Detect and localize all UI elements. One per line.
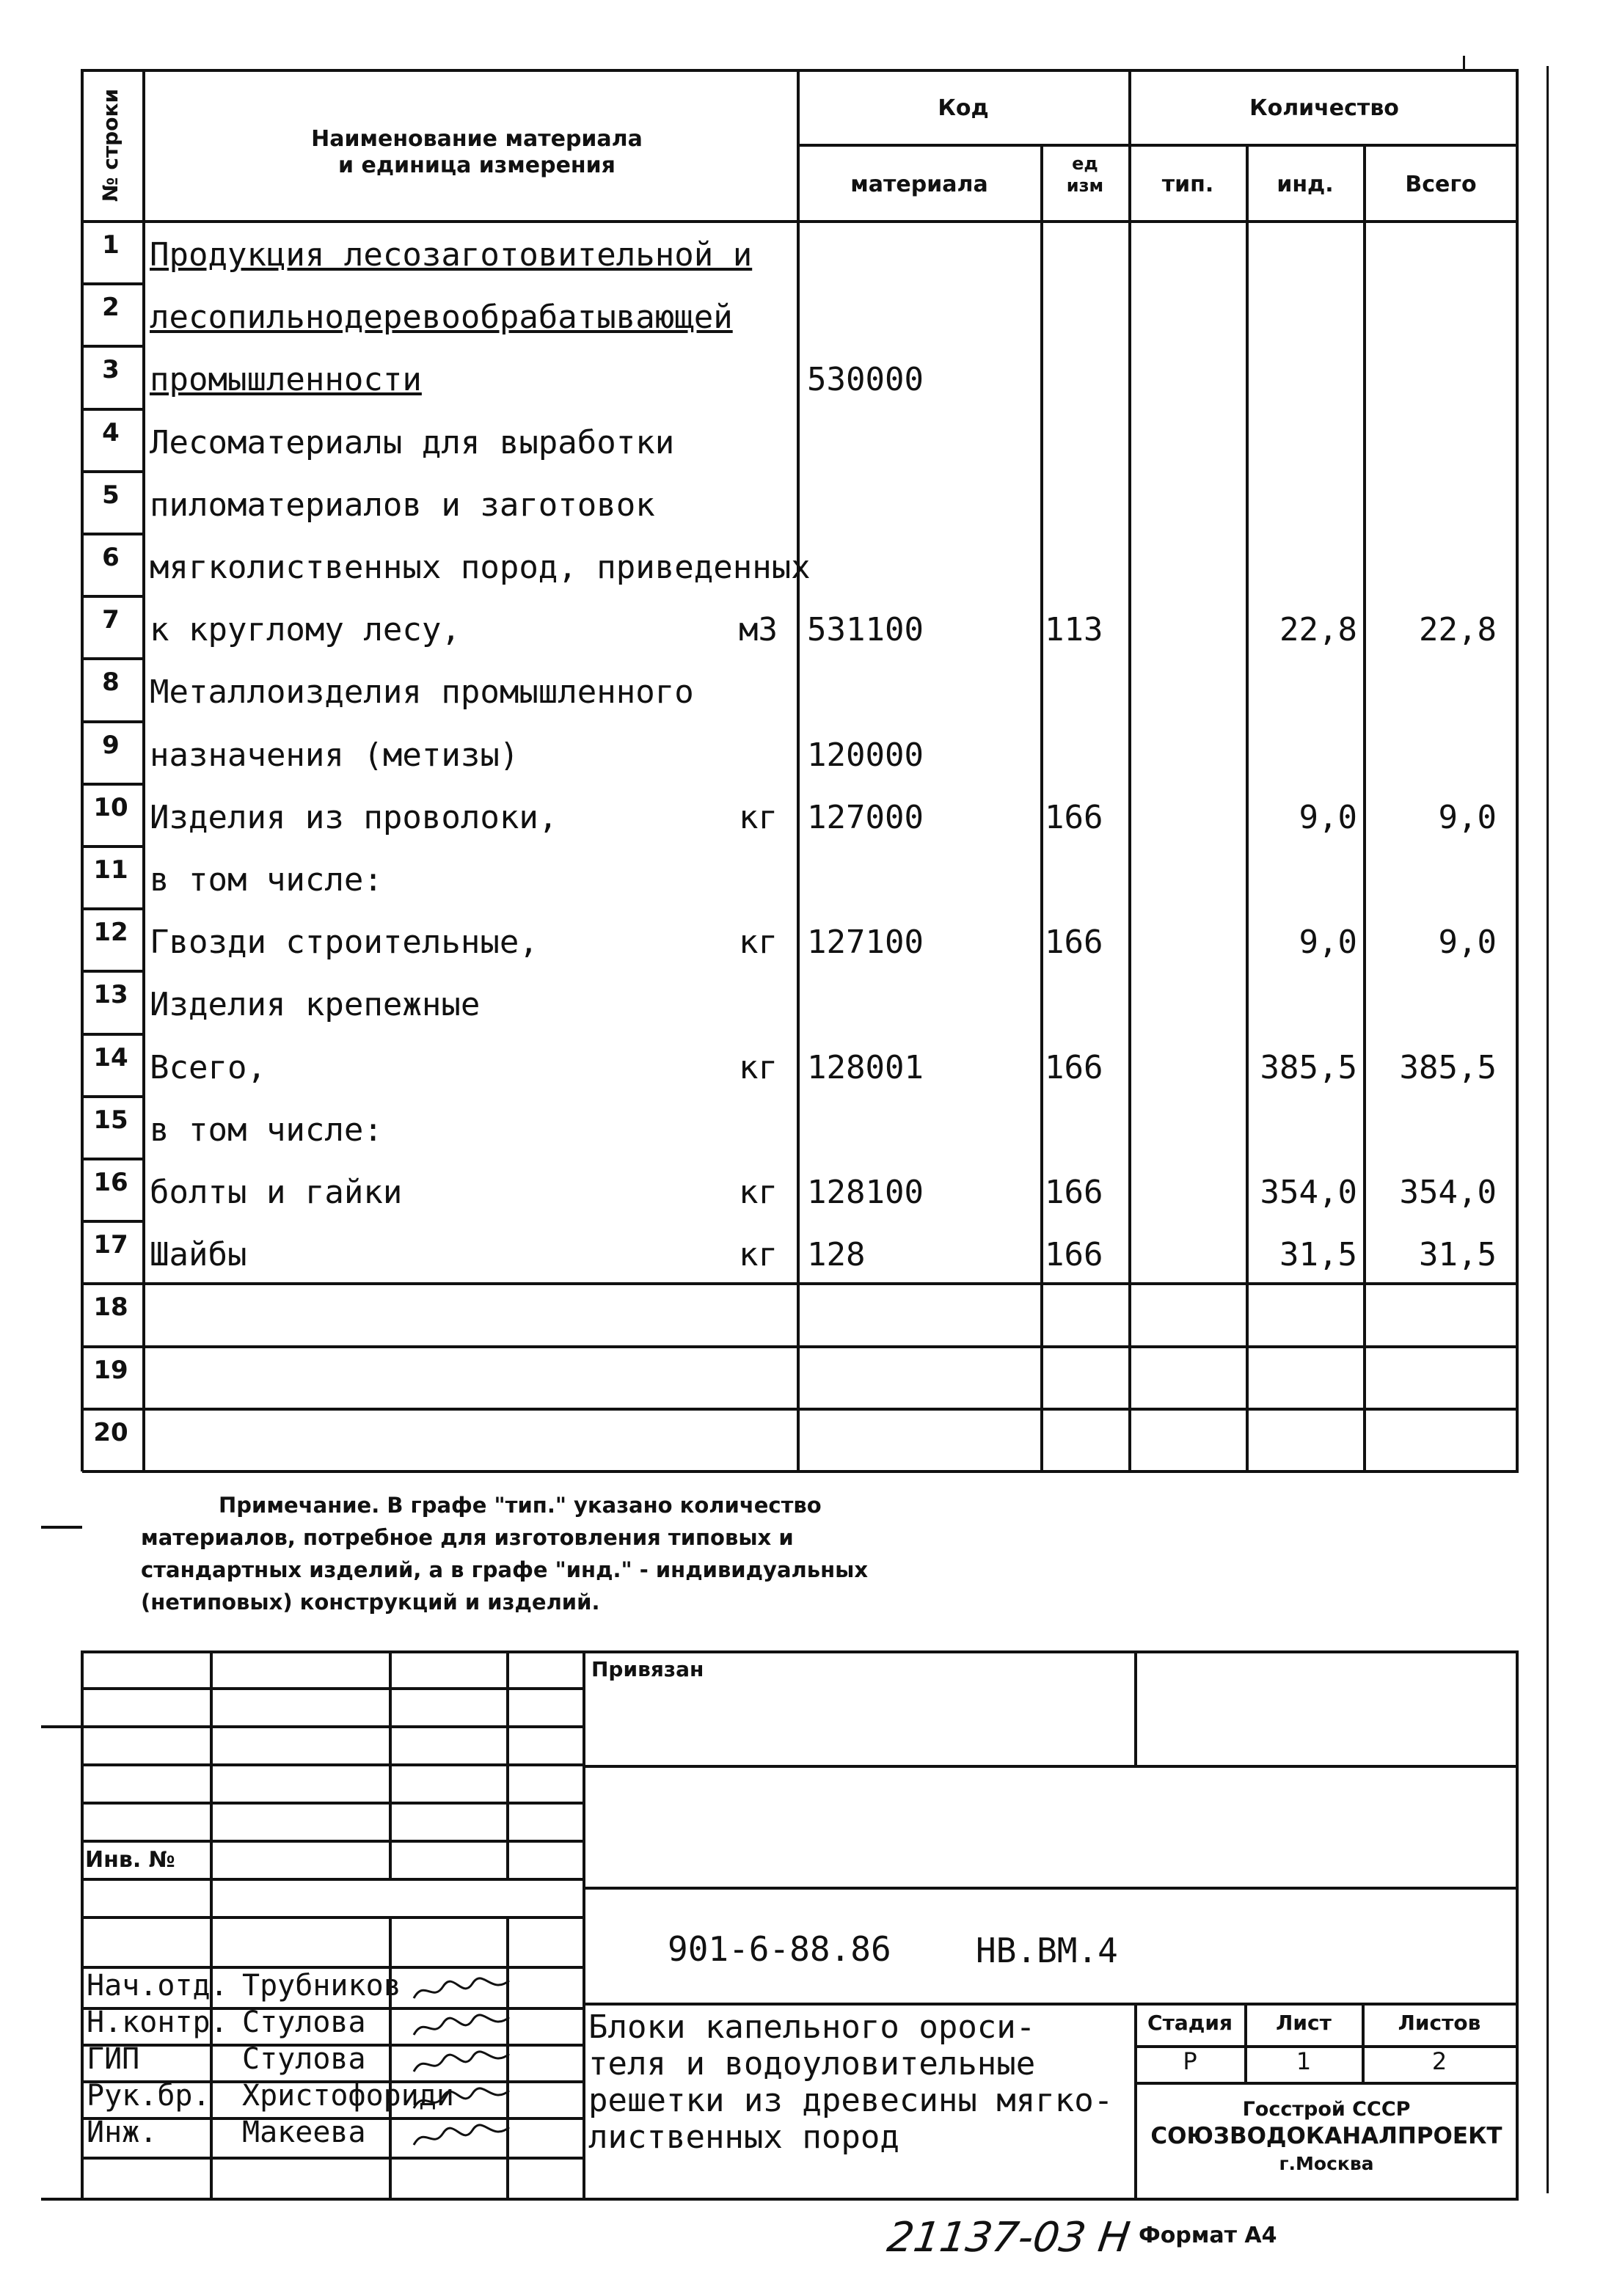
unit-code: 166 bbox=[1045, 924, 1103, 962]
row-number: 1 bbox=[102, 230, 120, 260]
privyazan-label: Привязан bbox=[591, 1657, 704, 1681]
signer-role: Инж. bbox=[87, 2116, 158, 2149]
archive-number: 21137-03 Н bbox=[884, 2214, 1133, 2262]
row-divider bbox=[82, 907, 144, 910]
row-number: 6 bbox=[102, 543, 120, 572]
unit-of-measure: м3 bbox=[739, 611, 778, 649]
material-code: 530000 bbox=[807, 361, 924, 399]
signature-scribble bbox=[411, 2083, 514, 2117]
qty-individual: 9,0 bbox=[1299, 798, 1357, 836]
row-number: 5 bbox=[102, 480, 120, 510]
note-line-4: (нетиповых) конструкций и изделий. bbox=[141, 1590, 600, 1615]
row-number: 13 bbox=[93, 980, 128, 1010]
row-divider bbox=[82, 1220, 144, 1223]
qty-total: 31,5 bbox=[1419, 1236, 1497, 1274]
stage-value: Р bbox=[1183, 2047, 1197, 2075]
row-divider bbox=[82, 345, 144, 348]
header-code: Код bbox=[938, 95, 989, 121]
row-number: 10 bbox=[93, 792, 128, 822]
header-row-number: № строки bbox=[98, 88, 123, 202]
row-number: 12 bbox=[93, 918, 128, 948]
title-line-3: решетки из древесины мягко- bbox=[588, 2082, 1114, 2119]
material-code: 120000 bbox=[807, 736, 924, 774]
row-divider bbox=[82, 1282, 1519, 1285]
header-code-unit: ед изм bbox=[1066, 153, 1104, 196]
document-code: 901-6-88.86 bbox=[668, 1929, 891, 1969]
row-divider bbox=[82, 1095, 144, 1098]
material-name: Металлоизделия промышленного bbox=[150, 673, 694, 712]
unit-code: 113 bbox=[1045, 611, 1103, 649]
material-name: мягколиственных пород, приведенных bbox=[150, 549, 811, 586]
material-name: Гвозди строительные, bbox=[150, 924, 538, 962]
row-divider bbox=[82, 1408, 1519, 1411]
signer-role: Рук.бр. bbox=[87, 2079, 211, 2113]
signature-scribble bbox=[411, 2120, 514, 2154]
note-line-3: стандартных изделий, а в графе "инд." - индивидуальных bbox=[141, 1557, 869, 1582]
row-number: 7 bbox=[102, 605, 120, 635]
stage-label: Стадия bbox=[1147, 2011, 1233, 2035]
row-divider bbox=[82, 783, 144, 786]
row-divider bbox=[82, 1033, 144, 1036]
signature-scribble bbox=[411, 2047, 514, 2080]
qty-individual: 22,8 bbox=[1279, 611, 1357, 649]
org-line-2: СОЮЗВОДОКАНАЛПРОЕКТ bbox=[1150, 2123, 1502, 2149]
material-name: пиломатериалов и заготовок bbox=[150, 486, 655, 524]
unit-code: 166 bbox=[1045, 1174, 1103, 1211]
row-divider bbox=[82, 970, 144, 973]
header-material-name: Наименование материала и единица измерения bbox=[311, 126, 643, 178]
qty-total: 9,0 bbox=[1438, 798, 1497, 836]
row-number: 14 bbox=[93, 1042, 128, 1072]
title-line-1: Блоки капельного ороси- bbox=[588, 2008, 1036, 2046]
signature-scribble bbox=[411, 1973, 514, 2007]
signer-name: Стулова bbox=[242, 2042, 366, 2076]
row-number: 16 bbox=[93, 1168, 128, 1197]
material-name: Изделия из проволоки, bbox=[150, 798, 558, 836]
unit-of-measure: кг bbox=[739, 924, 778, 962]
qty-total: 22,8 bbox=[1419, 611, 1497, 649]
row-number: 11 bbox=[93, 855, 128, 885]
header-quantity: Количество bbox=[1249, 95, 1399, 121]
row-divider bbox=[82, 720, 144, 723]
org-line-1: Госстрой СССР bbox=[1242, 2098, 1411, 2121]
sheets-label: Листов bbox=[1398, 2011, 1481, 2035]
material-name: промышленности bbox=[150, 361, 422, 399]
qty-individual: 9,0 bbox=[1299, 924, 1357, 962]
row-divider bbox=[82, 845, 144, 848]
material-code: 128100 bbox=[807, 1174, 924, 1211]
unit-of-measure: кг bbox=[739, 798, 778, 836]
row-number: 15 bbox=[93, 1105, 128, 1135]
signer-name: Макеева bbox=[242, 2116, 366, 2149]
unit-code: 166 bbox=[1045, 798, 1103, 836]
row-number: 8 bbox=[102, 668, 120, 698]
inventory-number-label: Инв. № bbox=[85, 1847, 175, 1873]
title-line-2: теля и водоуловительные bbox=[588, 2045, 1036, 2083]
row-number: 9 bbox=[102, 730, 120, 760]
signature-scribble bbox=[411, 2010, 514, 2044]
header-qty-ind: инд. bbox=[1277, 172, 1334, 197]
signer-role: Н.контр. bbox=[87, 2006, 228, 2039]
signer-name: Стулова bbox=[242, 2006, 366, 2039]
material-name: Лесоматериалы для выработки bbox=[150, 423, 675, 461]
sheet-label: Лист bbox=[1276, 2011, 1332, 2035]
material-name: Продукция лесозаготовительной и bbox=[150, 236, 753, 274]
unit-of-measure: кг bbox=[739, 1236, 778, 1274]
material-code: 128 bbox=[807, 1236, 866, 1274]
header-qty-type: тип. bbox=[1161, 172, 1214, 197]
material-name: Шайбы bbox=[150, 1236, 247, 1274]
unit-code: 166 bbox=[1045, 1236, 1103, 1274]
material-name: болты и гайки bbox=[150, 1174, 403, 1211]
row-divider bbox=[82, 533, 144, 535]
material-code: 127000 bbox=[807, 798, 924, 836]
qty-individual: 354,0 bbox=[1260, 1174, 1357, 1211]
row-number: 4 bbox=[102, 417, 120, 447]
row-divider bbox=[82, 1470, 1519, 1473]
row-divider bbox=[82, 1158, 144, 1160]
material-code: 531100 bbox=[807, 611, 924, 649]
unit-of-measure: кг bbox=[739, 1048, 778, 1086]
row-number: 17 bbox=[93, 1230, 128, 1260]
material-name: в том числе: bbox=[150, 861, 383, 899]
note-line-1: Примечание. В графе "тип." указано количество bbox=[219, 1493, 822, 1518]
title-line-4: лиственных пород bbox=[588, 2118, 899, 2156]
row-divider bbox=[82, 657, 144, 660]
format-label: Формат А4 bbox=[1139, 2223, 1277, 2248]
sheet-value: 1 bbox=[1296, 2047, 1312, 2075]
signer-role: ГИП bbox=[87, 2042, 140, 2076]
row-divider bbox=[82, 595, 144, 598]
unit-of-measure: кг bbox=[739, 1174, 778, 1211]
material-name: лесопильнодеревообрабатывающей bbox=[150, 299, 733, 337]
material-name: Всего, bbox=[150, 1048, 266, 1086]
qty-individual: 385,5 bbox=[1260, 1048, 1357, 1086]
note-line-2: материалов, потребное для изготовления типовых и bbox=[141, 1525, 794, 1550]
row-number: 19 bbox=[93, 1355, 128, 1385]
sheets-value: 2 bbox=[1431, 2047, 1447, 2075]
signer-name: Христофориди bbox=[242, 2079, 454, 2113]
signer-role: Нач.отд. bbox=[87, 1969, 228, 2003]
row-number: 18 bbox=[93, 1293, 128, 1323]
material-name: в том числе: bbox=[150, 1111, 383, 1149]
row-number: 20 bbox=[93, 1417, 128, 1447]
qty-total: 9,0 bbox=[1438, 924, 1497, 962]
material-code: 128001 bbox=[807, 1048, 924, 1086]
row-number: 3 bbox=[102, 355, 120, 385]
org-line-3: г.Москва bbox=[1279, 2153, 1374, 2174]
qty-individual: 31,5 bbox=[1279, 1236, 1357, 1274]
unit-code: 166 bbox=[1045, 1048, 1103, 1086]
header-qty-total: Всего bbox=[1405, 172, 1477, 197]
material-code: 127100 bbox=[807, 924, 924, 962]
row-divider bbox=[82, 1345, 1519, 1348]
row-divider bbox=[82, 282, 144, 285]
qty-total: 385,5 bbox=[1399, 1048, 1497, 1086]
row-number: 2 bbox=[102, 293, 120, 323]
material-name: к круглому лесу, bbox=[150, 611, 461, 649]
signer-name: Трубников bbox=[242, 1969, 401, 2003]
qty-total: 354,0 bbox=[1399, 1174, 1497, 1211]
row-divider bbox=[82, 470, 144, 473]
document-mark: НВ.ВМ.4 bbox=[976, 1931, 1118, 1970]
material-name: назначения (метизы) bbox=[150, 736, 519, 774]
material-name: Изделия крепежные bbox=[150, 986, 481, 1024]
row-divider bbox=[82, 408, 144, 411]
header-code-material: материала bbox=[850, 172, 988, 197]
